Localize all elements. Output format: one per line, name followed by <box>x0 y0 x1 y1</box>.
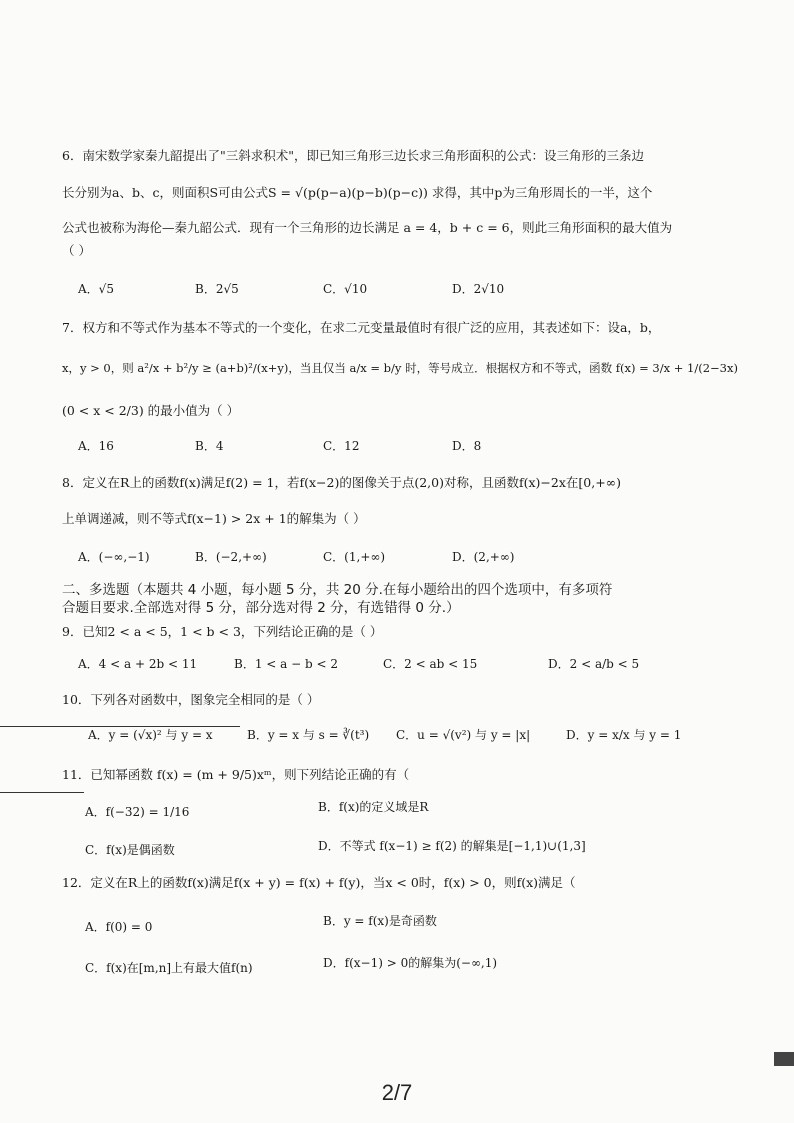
q9-option-d: D．2 < a/b < 5 <box>548 657 640 671</box>
section-2-line-1: 二、多选题（本题共 4 小题，每小题 5 分，共 20 分.在每小题给出的四个选项中，有多项符 <box>62 582 613 598</box>
q11-line-1: 11．已知幂函数 f(x) = (m + 9/5)xᵐ，则下列结论正确的有（ <box>62 767 410 782</box>
scan-mark <box>0 792 84 793</box>
q7-option-c: C．12 <box>323 439 360 453</box>
page-number: 2/7 <box>381 1080 413 1105</box>
q8-option-c: C．(1,+∞) <box>323 550 386 564</box>
section-2-line-2: 合题目要求.全部选对得 5 分，部分选对得 2 分，有选错得 0 分.） <box>62 600 460 616</box>
q6-option-a: A．√5 <box>78 282 114 296</box>
q10-option-c: C．u = √(v²) 与 y = |x| <box>396 728 531 742</box>
q11-option-d: D．不等式 f(x−1) ≥ f(2) 的解集是[−1,1)∪(1,3] <box>318 839 586 853</box>
q8-option-d: D．(2,+∞) <box>452 550 515 564</box>
q10-option-b: B．y = x 与 s = ∛(t³) <box>247 728 370 742</box>
q7-option-b: B．4 <box>195 439 224 453</box>
q10-option-d: D．y = x/x 与 y = 1 <box>566 728 682 742</box>
q7-line-1: 7．权方和不等式作为基本不等式的一个变化，在求二元变量最值时有很广泛的应用，其表述如下：设a，b， <box>62 320 661 335</box>
q11-option-c: C．f(x)是偶函数 <box>85 843 175 857</box>
q6-option-c: C．√10 <box>323 282 368 296</box>
q7-line-3: (0 < x < 2/3) 的最小值为（ ） <box>62 403 240 418</box>
q6-line-4: （ ） <box>62 243 91 258</box>
q8-option-a: A．(−∞,−1) <box>78 550 150 564</box>
q10-option-a: A．y = (√x)² 与 y = x <box>88 728 213 742</box>
q12-option-c: C．f(x)在[m,n]上有最大值f(n) <box>85 961 253 975</box>
q8-line-1: 8．定义在R上的函数f(x)满足f(2) = 1，若f(x−2)的图像关于点(2,0)对称，且函数f(x)−2x在[0,+∞) <box>62 475 621 490</box>
q11-option-b: B．f(x)的定义域是R <box>318 800 429 814</box>
q12-option-a: A．f(0) = 0 <box>85 920 153 934</box>
q8-line-2: 上单调递减，则不等式f(x−1) > 2x + 1的解集为（ ） <box>62 511 366 526</box>
q11-option-a: A．f(−32) = 1/16 <box>85 805 190 819</box>
q6-line-2: 长分别为a、b、c，则面积S可由公式S = √(p(p−a)(p−b)(p−c)) 求得，其中p为三角形周长的一半，这个 <box>62 185 653 200</box>
q8-option-b: B．(−2,+∞) <box>195 550 267 564</box>
q12-option-d: D．f(x−1) > 0的解集为(−∞,1) <box>323 956 498 970</box>
q9-option-a: A．4 < a + 2b < 11 <box>78 657 198 671</box>
q7-option-d: D．8 <box>452 439 482 453</box>
q9-option-b: B．1 < a − b < 2 <box>234 657 338 671</box>
q10-line-1: 10．下列各对函数中，图象完全相同的是（ ） <box>62 692 320 707</box>
q6-line-1: 6．南宋数学家秦九韶提出了"三斜求积术"，即已知三角形三边长求三角形面积的公式：设三角形的三条边 <box>62 148 644 163</box>
q9-option-c: C．2 < ab < 15 <box>383 657 478 671</box>
scan-edge-shadow <box>774 1052 794 1066</box>
q12-option-b: B．y = f(x)是奇函数 <box>323 914 437 928</box>
q6-line-3: 公式也被称为海伦—秦九韶公式．现有一个三角形的边长满足 a = 4，b + c = 6，则此三角形面积的最大值为 <box>62 220 673 235</box>
q7-line-2: x，y > 0，则 a²/x + b²/y ≥ (a+b)²/(x+y)，当且仅当 a/x = b/y 时，等号成立．根据权方和不等式，函数 f(x) = 3/x + 1/(2−3x) <box>62 361 738 375</box>
q6-option-d: D．2√10 <box>452 282 505 296</box>
q9-line-1: 9．已知2 < a < 5，1 < b < 3，下列结论正确的是（ ） <box>62 624 383 639</box>
q7-option-a: A．16 <box>78 439 114 453</box>
q6-option-b: B．2√5 <box>195 282 239 296</box>
q12-line-1: 12．定义在R上的函数f(x)满足f(x + y) = f(x) + f(y)，当x < 0时，f(x) > 0，则f(x)满足（ <box>62 875 576 890</box>
